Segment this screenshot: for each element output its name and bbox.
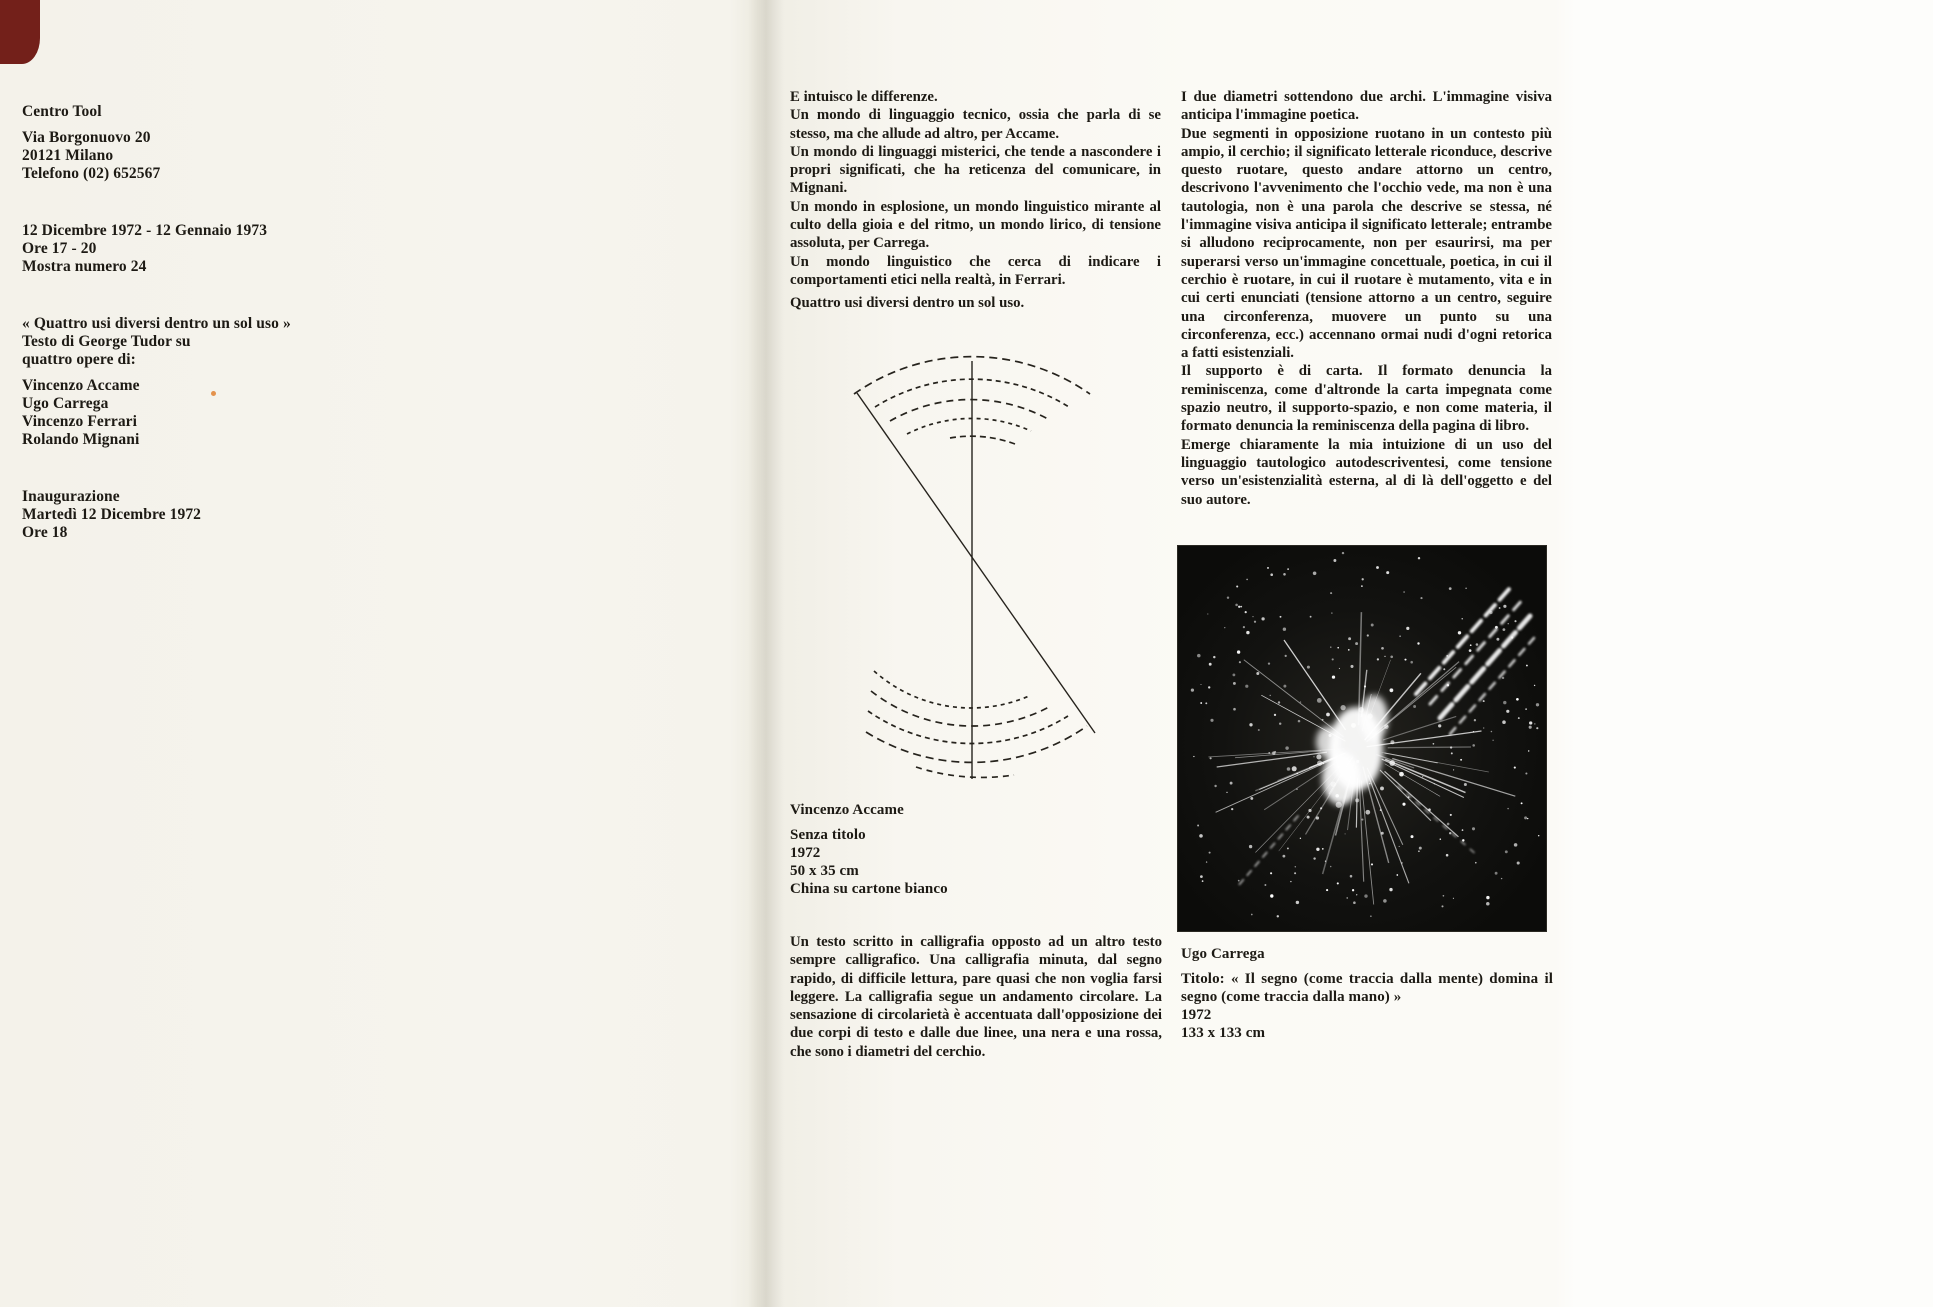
opening-label: Inaugurazione — [22, 488, 120, 505]
exhibition-number: Mostra numero 24 — [22, 258, 147, 275]
paint-splatter-image — [1178, 546, 1546, 931]
arc-diagram — [838, 347, 1106, 787]
artwork-year: 1972 — [1181, 1007, 1212, 1023]
text-column-right — [1181, 88, 1552, 509]
page-fold — [748, 0, 784, 1307]
exhibition-title: « Quattro usi diversi dentro un sol uso » — [22, 315, 291, 332]
artist-name: Vincenzo Accame — [22, 377, 140, 394]
artwork-medium: China su cartone bianco — [790, 881, 948, 897]
artwork-size: 133 x 133 cm — [1181, 1025, 1266, 1041]
accame-description: Un testo scritto in calligrafia opposto ad un altro testo sempre calligrafico. Una calligrafia minuta, dal segno rapido, di difficile lettura, pare quasi che non voglia farsi leggere. La calligrafia segue un andamento circolare. La sensazione di circolarietà è accentuata dall'opposizione dei due corpi di testo e dalle due linee, una nera e una rossa, che sono i diametri del cerchio. — [790, 934, 1162, 1060]
paragraph: Emerge chiaramente la mia intuizione di un uso del linguaggio tautologico autodescriventesi, come tensione verso un'esistenzialità esterna, al di là dell'oggetto e del suo autore. — [1181, 436, 1552, 508]
text-column-left — [790, 88, 1161, 313]
accame-caption — [790, 801, 948, 898]
paragraph: Quattro usi diversi dentro un sol uso. — [790, 295, 1025, 312]
opening-time: Ore 18 — [22, 524, 68, 541]
artwork-size: 50 x 35 cm — [790, 863, 859, 879]
artist-name: Rolando Mignani — [22, 431, 140, 448]
carrega-caption — [1181, 945, 1553, 1042]
exhibition-hours: Ore 17 - 20 — [22, 240, 97, 257]
artist-name: Ugo Carrega — [22, 395, 109, 412]
scan-corner-mark — [0, 0, 40, 64]
paragraph: Due segmenti in opposizione ruotano in un contesto più ampio, il cerchio; il significato letterale riconduce, descrive questo ruotare, questo andare attorno un centro, descrivono l'avvenimento che l'occhio vede, ma non è una tautologia, non è una parola che descrive se stessa, né l'immagine visiva anticipa il significato letterale; entrambe si alludono reciprocamente, non per esaurirsi, ma per superarsi verso un'immagine concettuale, poetica, in cui il cerchio è ruotare, in cui il ruotare è mutamento, vita e in cui certi enunciati (tensione attorno a un centro, seguire una circonferenza, muovere un punto su una circonferenza, ecc.) accennano ormai nudi d'ogni retorica a fatti esistenziali. — [1181, 125, 1552, 362]
paragraph: E intuisco le differenze. — [790, 89, 938, 105]
paragraph: Il supporto è di carta. Il formato denuncia la reminiscenza, come d'altronde la carta impegnata come spazio neutro, il supporto-spazio, e non come materia, il formato denuncia la reminiscenza della pagina di libro. — [1181, 363, 1552, 435]
curator-note-line: Testo di George Tudor su — [22, 333, 191, 350]
exhibition-dates: 12 Dicembre 1972 - 12 Gennaio 1973 — [22, 222, 268, 239]
artwork-year: 1972 — [790, 845, 821, 861]
exhibition-info-column — [22, 103, 367, 542]
paragraph: I due diametri sottendono due archi. L'immagine visiva anticipa l'immagine poetica. — [1181, 89, 1552, 124]
paragraph: Un mondo in esplosione, un mondo linguistico mirante al culto della gioia e del ritmo, un mondo lirico, di tensione assoluta, per Carrega. — [790, 198, 1161, 252]
artist-name: Ugo Carrega — [1181, 946, 1265, 962]
paragraph: Un mondo di linguaggi misterici, che tende a nascondere i propri significati, che ha reticenza del comunicare, in Mignani. — [790, 143, 1161, 197]
artist-name: Vincenzo Accame — [790, 802, 904, 818]
venue-name: Centro Tool — [22, 103, 102, 120]
paragraph: Un mondo di linguaggio tecnico, ossia che parla di se stesso, ma che allude ad altro, per Accame. — [790, 107, 1161, 142]
paragraph: Un mondo linguistico che cerca di indicare i comportamenti etici nella realtà, in Ferrari. — [790, 253, 1161, 288]
venue-phone: Telefono (02) 652567 — [22, 165, 161, 182]
curator-note-line: quattro opere di: — [22, 351, 136, 368]
artwork-title: Titolo: « Il segno (come traccia dalla mente) domina il segno (come traccia dalla mano) » — [1181, 971, 1553, 1005]
opening-date: Martedì 12 Dicembre 1972 — [22, 506, 202, 523]
artist-name: Vincenzo Ferrari — [22, 413, 138, 430]
accame-artwork-drawing — [838, 347, 1106, 787]
artwork-title: Senza titolo — [790, 827, 866, 843]
venue-city: 20121 Milano — [22, 147, 114, 164]
venue-address: Via Borgonuovo 20 — [22, 129, 151, 146]
carrega-artwork-photo — [1178, 546, 1546, 931]
